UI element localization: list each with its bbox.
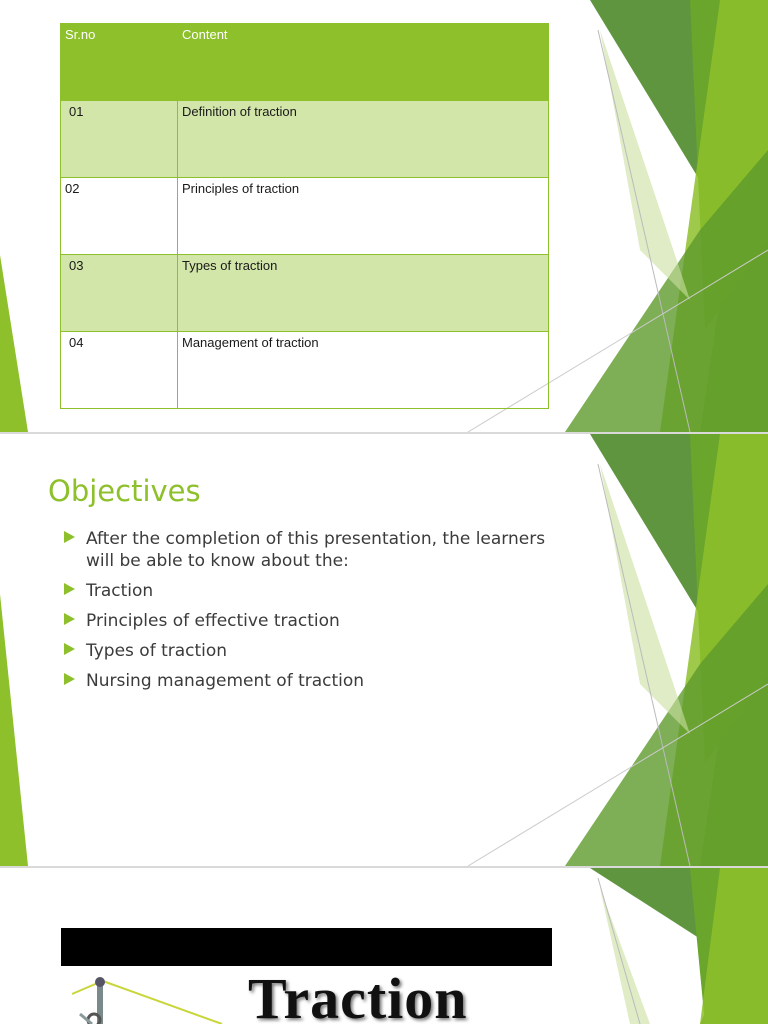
list-item [64, 528, 574, 572]
table-row [61, 332, 549, 409]
page-title: Objectives [48, 474, 201, 508]
slide-objectives [0, 434, 768, 866]
table-header-row [61, 24, 549, 101]
slide-traction [0, 868, 768, 1024]
contents-table [60, 23, 549, 409]
table-row [61, 101, 549, 178]
header-content: Content [178, 24, 549, 101]
bullet-arrow-icon [64, 613, 75, 625]
row-content: Principles of traction [178, 178, 549, 255]
row-number: 02 [61, 178, 178, 255]
bullet-arrow-icon [64, 583, 75, 595]
list-item [64, 670, 574, 692]
row-number: 03 [61, 255, 178, 332]
traction-title: Traction [248, 966, 468, 1024]
list-item [64, 640, 574, 662]
bullet-arrow-icon [64, 531, 75, 543]
title-bar [61, 928, 552, 966]
table-row [61, 255, 549, 332]
list-item-text: After the completion of this presentation, the learners will be able to know about the: [86, 529, 546, 571]
row-content: Definition of traction [178, 101, 549, 178]
row-content: Management of traction [178, 332, 549, 409]
row-number: 04 [61, 332, 178, 409]
list-item-text: Principles of effective traction [86, 611, 340, 631]
list-item-text: Traction [86, 581, 154, 601]
list-item-text: Nursing management of traction [86, 671, 365, 691]
slide-contents [0, 0, 768, 432]
bullet-arrow-icon [64, 643, 75, 655]
objectives-list [64, 528, 574, 700]
row-content: Types of traction [178, 255, 549, 332]
list-item [64, 580, 574, 602]
table-row [61, 178, 549, 255]
traction-pulley-illustration [62, 974, 232, 1024]
list-item [64, 610, 574, 632]
row-number: 01 [61, 101, 178, 178]
bullet-arrow-icon [64, 673, 75, 685]
header-srno: Sr.no [61, 24, 178, 101]
list-item-text: Types of traction [86, 641, 228, 661]
